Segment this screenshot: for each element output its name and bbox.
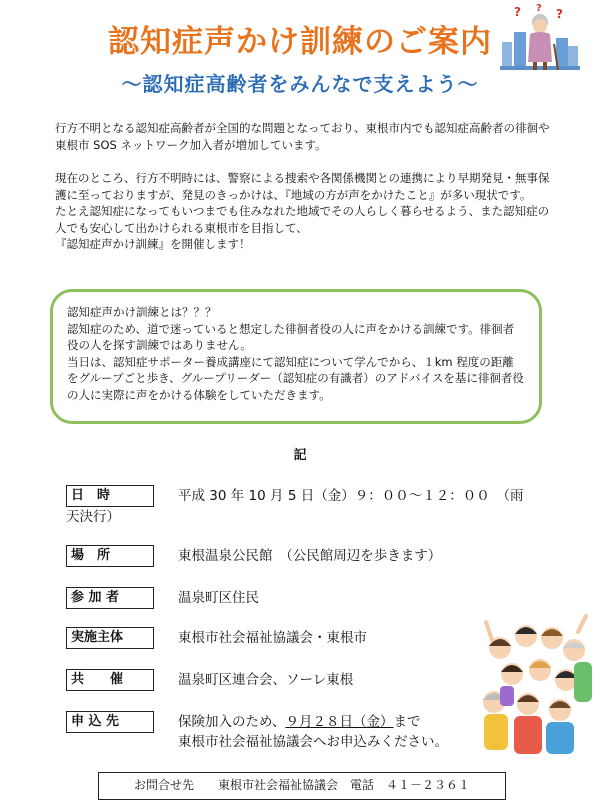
about-heading: 認知症声かけ訓練とは？？？ bbox=[67, 305, 217, 319]
apply-text-post: まで bbox=[393, 714, 421, 730]
about-training-box bbox=[50, 289, 542, 424]
ki-heading: 記 bbox=[293, 448, 307, 463]
intro-paragraph-3: たとえ認知症になってもいつまでも住みなれた地域でその人らしく暮らせるよう、また認知症の人でも安心して出かけられる東根市を目指して、 bbox=[55, 204, 550, 235]
elderly-woman-icon bbox=[500, 2, 580, 76]
place-value: 東根温泉公民館 （公民館周辺を歩きます） bbox=[178, 548, 442, 564]
participants-value: 温泉町区住民 bbox=[178, 590, 259, 606]
cheering-group-icon bbox=[478, 610, 594, 756]
host-value: 温泉町区連合会、ソーレ東根 bbox=[178, 672, 354, 688]
date-value: 平成 30 年 10 月 5 日（金）９：００～１２：００ （雨 bbox=[178, 488, 524, 504]
page-title: 認知症声かけ訓練のご案内 bbox=[108, 24, 492, 60]
subtitle: ～認知症高齢者をみんなで支えよう～ bbox=[121, 72, 479, 96]
svg-text:?: ? bbox=[536, 3, 542, 14]
organizer-value: 東根市社会福祉協議会・東根市 bbox=[178, 630, 367, 646]
participants-label: 参 加 者 bbox=[66, 587, 154, 609]
host-label: 共 催 bbox=[66, 669, 154, 691]
apply-continuation: 東根市社会福祉協議会へお申込みください。 bbox=[178, 734, 448, 750]
date-label: 日 時 bbox=[66, 485, 154, 507]
apply-text-pre: 保険加入のため、 bbox=[178, 714, 286, 730]
apply-deadline: ９月２８日（金） bbox=[285, 714, 394, 730]
intro-paragraph-4: 『認知症声かけ訓練』を開催します！ bbox=[55, 237, 251, 251]
svg-text:?: ? bbox=[514, 5, 521, 19]
svg-text:?: ? bbox=[556, 7, 563, 21]
intro-text bbox=[55, 120, 555, 253]
place-label: 場 所 bbox=[66, 545, 154, 567]
intro-paragraph-2: 現在のところ、行方不明時には、警察による捜索や各関係機関との連携により早期発見・無事保護に至っておりますが、発見のきっかけは、『地域の方が声をかけたこと』が多い現状です。 bbox=[55, 171, 550, 202]
contact-footer: お問合せ先 東根市社会福祉協議会 電話 ４１－２３６１ bbox=[98, 772, 506, 800]
about-paragraph-2: 当日は、認知症サポーター養成講座にて認知症について学んでから、１km 程度の距離をグループごと歩き、グループリーダー（認知症の有識者）のアドバイスを基に徘徊者役の人に実際に声をかける体験をしていただきます。 bbox=[67, 354, 524, 402]
date-continuation: 天決行） bbox=[66, 509, 120, 525]
about-paragraph-1: 認知症のため、道で迷っていると想定した徘徊者役の人に声をかける訓練です。徘徊者役の人を探す訓練ではありません。 bbox=[67, 321, 515, 352]
apply-label: 申 込 先 bbox=[66, 711, 154, 733]
organizer-label: 実施主体 bbox=[66, 627, 154, 649]
intro-paragraph-1: 行方不明となる認知症高齢者が全国的な問題となっており、東根市内でも認知症高齢者の徘徊や東根市 SOS ネットワーク加入者が増加しています。 bbox=[55, 121, 550, 152]
